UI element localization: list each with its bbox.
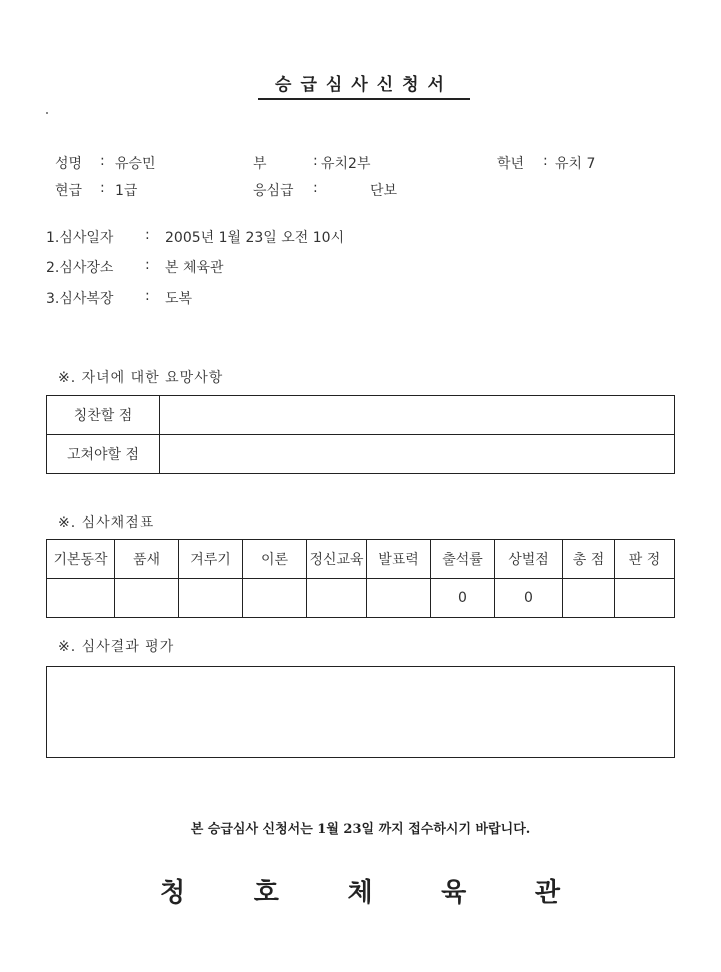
organization-char: 호 <box>253 878 279 908</box>
name-value: 유승민 <box>115 156 156 172</box>
score-header-cell: 발표력 <box>367 540 431 579</box>
exam-place-colon: : <box>145 257 150 273</box>
organization-char: 청 <box>160 878 186 908</box>
exam-date-label: 1.심사일자 <box>46 230 114 246</box>
score-value-cell[interactable] <box>179 579 243 618</box>
score-value-cell[interactable]: 0 <box>431 579 495 618</box>
score-value-row <box>47 579 675 618</box>
division-colon: : <box>313 153 318 169</box>
score-value-cell[interactable] <box>307 579 367 618</box>
name-label: 성명 <box>55 156 83 172</box>
document-title: 승급심사신청서 <box>258 70 470 100</box>
target-rank-value: 단보 <box>370 183 398 199</box>
exam-date-colon: : <box>145 227 150 243</box>
score-value-cell[interactable]: 0 <box>495 579 563 618</box>
praise-field[interactable] <box>160 396 675 435</box>
request-section-heading: ※. 자녀에 대한 요망사항 <box>58 370 224 386</box>
submission-notice: 본 승급심사 신청서는 1월 23일 까지 접수하시기 바랍니다. <box>190 822 531 837</box>
table-row <box>47 396 675 435</box>
score-header-cell: 기본동작 <box>47 540 115 579</box>
score-header-cell: 총 점 <box>563 540 615 579</box>
target-rank-label: 응심급 <box>253 183 294 199</box>
exam-date-value: 2005년 1월 23일 오전 10시 <box>165 230 345 246</box>
score-header-cell: 상벌점 <box>495 540 563 579</box>
score-header-cell: 출석률 <box>431 540 495 579</box>
organization-name <box>160 872 560 909</box>
score-value-cell[interactable] <box>615 579 675 618</box>
table-row <box>47 435 675 474</box>
score-value-cell[interactable] <box>115 579 179 618</box>
exam-place-label: 2.심사장소 <box>46 260 114 276</box>
score-value-cell[interactable] <box>563 579 615 618</box>
score-table <box>46 539 675 618</box>
division-label: 부 <box>253 156 267 172</box>
current-rank-colon: : <box>100 180 105 196</box>
score-header-cell: 판 정 <box>615 540 675 579</box>
target-rank-colon: : <box>313 180 318 196</box>
grade-label: 학년 <box>497 156 525 172</box>
organization-char: 체 <box>347 878 373 908</box>
improvement-label: 고쳐야할 점 <box>47 435 160 474</box>
stray-dot <box>46 112 48 114</box>
exam-attire-label: 3.심사복장 <box>46 291 114 307</box>
score-header-cell: 이론 <box>243 540 307 579</box>
current-rank-label: 현급 <box>55 183 83 199</box>
exam-place-value: 본 체육관 <box>165 260 224 276</box>
organization-char: 관 <box>534 878 560 908</box>
score-section-heading: ※. 심사채점표 <box>58 515 155 531</box>
result-section-heading: ※. 심사결과 평가 <box>58 639 175 655</box>
division-value: 유치2부 <box>321 156 371 172</box>
result-evaluation-box[interactable] <box>46 666 675 758</box>
current-rank-value: 1급 <box>115 183 138 199</box>
score-value-cell[interactable] <box>243 579 307 618</box>
organization-char: 육 <box>441 878 467 908</box>
grade-colon: : <box>543 153 548 169</box>
score-header-row <box>47 540 675 579</box>
request-table <box>46 395 675 474</box>
score-header-cell: 정신교육 <box>307 540 367 579</box>
name-colon: : <box>100 153 105 169</box>
exam-attire-value: 도복 <box>165 291 193 307</box>
score-header-cell: 겨루기 <box>179 540 243 579</box>
grade-value: 유치 7 <box>555 156 596 172</box>
exam-attire-colon: : <box>145 288 150 304</box>
praise-label: 칭찬할 점 <box>47 396 160 435</box>
score-value-cell[interactable] <box>367 579 431 618</box>
score-header-cell: 품새 <box>115 540 179 579</box>
score-value-cell[interactable] <box>47 579 115 618</box>
improvement-field[interactable] <box>160 435 675 474</box>
